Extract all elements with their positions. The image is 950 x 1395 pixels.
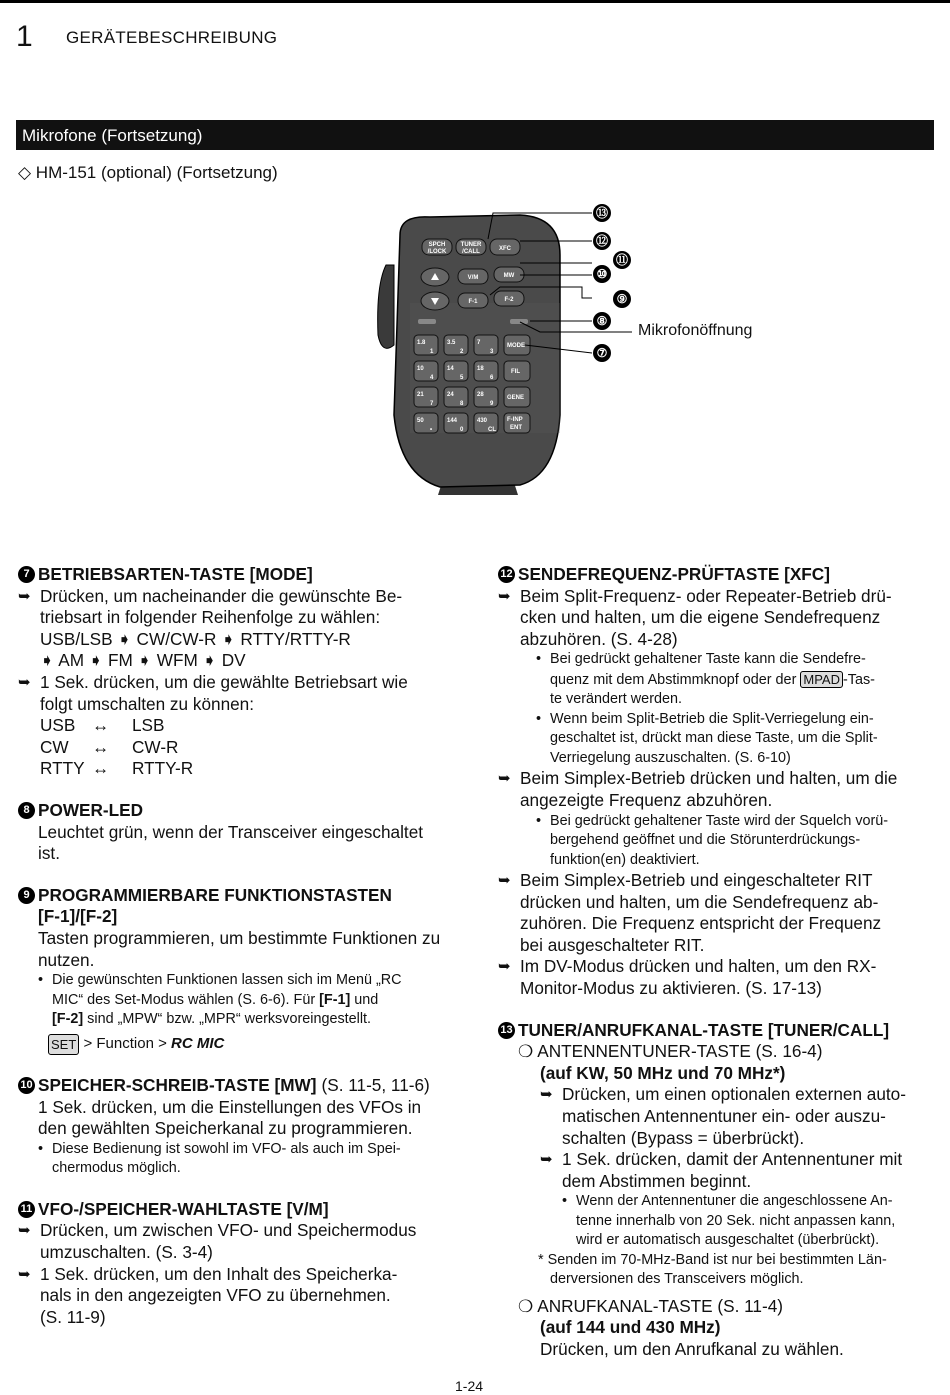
- svg-text:CL: CL: [488, 427, 496, 433]
- svg-text:SPCH: SPCH: [428, 242, 446, 248]
- right-column: 12 SENDEFREQUENZ-PRÜFTASTE [XFC] ➥ Beim Split-Frequenz- oder Repeater-Betrieb drü- cken und halten, um die eigene Sendefrequenz abzuhören. (S. 4-28) • Bei gedrückt gehaltener Taste kann die Sendefre- quenz mit dem Abstimmknopf oder der MPAD -Tas- te verändert werden. • Wenn beim Split-Betrieb die Split-Verriegelung ein- geschaltet ist, drückt man diese Taste, um die Split- Verriegelung auszuschalten. (S. 6-10) ➥ Beim Simplex-Betrieb drücken und halten, um die angezeigte Frequenz abzuhören. • Bei gedrückt gehaltener Taste wird der Squelch vorü- bergehend geöffnet und die Störunterdrückungs- funktion(en) deaktiviert. ➥ Beim Simplex-Betrieb und eingeschalteter RIT drücken und halten, um die Sendefrequenz ab- zuhören. Die Frequenz entspricht der Frequenz bei ausgeschalteter RIT. ➥ Im DV-Modus drücken und halten, um den RX- Monitor-Modus zu aktivieren. (S. 17-13) 13 TUNER/ANRUFKANAL-TASTE [TUNER/CALL] ❍ ANTENNENTUNER-TASTE (S. 16-4) (auf KW, 50 MHz und 70 MHz*) ➥ Drücken, um einen optionalen externen auto- matischen Antennentuner ein- oder auszu- schalten (Bypass = überbrückt). ➥ 1 Sek. drücken, damit der Antennentuner mit dem Abstimmen beginnt. • Wenn der Antennentuner die angeschlossene An- tenne innerhalb von 20 Sek. nicht anpassen kann, wird er automatisch ausgeschaltet (überbrückt). * Senden im 70-MHz-Band ist nur bei bestimmten Län- derversionen des Transceivers möglich. ❍ ANRUFKANAL-TASTE (S. 11-4) (auf 144 und 430 MHz) Drücken, um den Anrufkanal zu wählen.: [498, 564, 906, 1360]
- chapter-number: 1: [16, 20, 33, 53]
- svg-text:9: 9: [490, 401, 494, 407]
- subheading: ◇ HM-151 (optional) (Fortsetzung): [18, 163, 278, 182]
- svg-text:0: 0: [460, 427, 464, 433]
- item-title: PROGRAMMIERBARE FUNKTIONSTASTEN: [38, 884, 392, 905]
- svg-text:F-1: F-1: [468, 299, 478, 305]
- svg-text:18: 18: [477, 366, 484, 372]
- item-title: TUNER/ANRUFKANAL-TASTE [TUNER/CALL]: [518, 1019, 890, 1040]
- svg-text:50: 50: [417, 418, 424, 424]
- section-title: Mikrofone (Fortsetzung): [22, 126, 203, 145]
- callout-10: ⑩: [593, 265, 611, 283]
- callout-8: ⑧: [593, 312, 611, 330]
- svg-text:2: 2: [460, 349, 464, 355]
- item-number: 11: [18, 1201, 35, 1218]
- item-number: 13: [498, 1022, 515, 1039]
- chapter-title: GERÄTEBESCHREIBUNG: [66, 28, 278, 47]
- svg-text:F-INP: F-INP: [507, 417, 523, 423]
- callout-13: ⑬: [593, 204, 611, 222]
- callout-7: ⑦: [593, 344, 611, 362]
- svg-text:/LOCK: /LOCK: [427, 249, 447, 255]
- svg-text:24: 24: [447, 392, 454, 398]
- svg-text:28: 28: [477, 392, 484, 398]
- svg-text:TUNER: TUNER: [460, 242, 482, 248]
- text: 1 Sek. drücken, um die gewählte Betriebsart wie: [40, 671, 408, 692]
- svg-text:ENT: ENT: [510, 425, 522, 431]
- svg-text:21: 21: [417, 392, 424, 398]
- microphone-figure: [360, 195, 800, 515]
- svg-text:GENE: GENE: [507, 395, 525, 401]
- svg-text:5: 5: [460, 375, 464, 381]
- svg-text:•: •: [430, 427, 433, 433]
- callout-9: ⑨: [613, 290, 631, 308]
- item-title: SENDEFREQUENZ-PRÜFTASTE [XFC]: [518, 564, 830, 584]
- mpad-key: MPAD: [800, 671, 843, 688]
- text: triebsart in folgender Reihenfolge zu wählen:: [40, 607, 381, 628]
- svg-text:3: 3: [490, 349, 494, 355]
- svg-text:6: 6: [490, 375, 494, 381]
- item-title: BETRIEBSARTEN-TASTE [MODE]: [38, 564, 313, 584]
- mic-opening-label: Mikrofonöffnung: [638, 322, 753, 339]
- svg-text:V/M: V/M: [467, 275, 479, 281]
- svg-text:XFC: XFC: [499, 246, 511, 252]
- item-number: 10: [18, 1077, 35, 1094]
- svg-text:F-2: F-2: [504, 297, 514, 303]
- item-title: POWER-LED: [38, 799, 144, 820]
- svg-text:MODE: MODE: [507, 343, 525, 349]
- page-number: 1-24: [455, 1378, 484, 1394]
- header-rule: [0, 0, 950, 3]
- item-number: 9: [18, 887, 35, 904]
- callout-11: ⑪: [613, 251, 631, 269]
- item-number: 7: [18, 566, 35, 583]
- item-number: 12: [498, 566, 515, 583]
- svg-text:7: 7: [430, 401, 434, 407]
- svg-text:FIL: FIL: [511, 369, 520, 375]
- svg-text:MW: MW: [503, 273, 515, 279]
- svg-text:10: 10: [417, 366, 424, 372]
- svg-text:/CALL: /CALL: [462, 249, 480, 255]
- svg-text:14: 14: [447, 366, 454, 372]
- left-column: 7 BETRIEBSARTEN-TASTE [MODE] ➥ Drücken, um nacheinander die gewünschte Be- triebsart in folgender Reihenfolge zu wählen: USB/LSB ➧ CW/CW-R ➧ RTTY/RTTY-R ➧ AM ➧ FM ➧ WFM ➧ DV ➥ 1 Sek. drücken, um die gewählte Betriebsart wie folgt umschalten zu können: USB ↔ LSB CW ↔ CW-R RTTY ↔ RTTY-R 8 POWER-LED Leuchtet grün, wenn der Transceiver eingeschaltet ist. 9 PROGRAMMIERBARE FUNKTIONSTASTEN [F-1]/[F-2] Tasten programmieren, um bestimmte Funktionen zu nutzen. • Die gewünschten Funktionen lassen sich im Menü „RC MIC“ des Set-Modus wählen (S. 6-6). Für [F-1] und [F-2] sind „MPW“ bzw. „MPR“ werksvoreingestellt. SET > Function > RC MIC 10 SPEICHER-SCHREIB-TASTE [MW] (S. 11-5, 11-6) 1 Sek. drücken, um die Einstellungen des VFOs in den gewählten Speicherkanal zu programmieren. • Diese Bedienung ist sowohl im VFO- als auch im Spei- chermodus möglich. 11 VFO-/SPEICHER-WAHLTASTE [V/M] ➥ Drücken, um zwischen VFO- und Speichermodus umzuschalten. (S. 3-4) ➥ 1 Sek. drücken, um den Inhalt des Speicherka- nals in den angezeigten VFO zu übernehmen. (S. 11-9): [18, 564, 441, 1327]
- item-title: VFO-/SPEICHER-WAHLTASTE [V/M]: [38, 1198, 329, 1219]
- item-title: SPEICHER-SCHREIB-TASTE [MW]: [38, 1075, 317, 1096]
- callout-12: ⑫: [593, 232, 611, 250]
- set-key: SET: [48, 1034, 79, 1056]
- svg-text:8: 8: [460, 401, 464, 407]
- text: Drücken, um nacheinander die gewünschte Be-: [40, 585, 403, 606]
- svg-text:4: 4: [430, 375, 434, 381]
- svg-text:430: 430: [477, 418, 488, 424]
- svg-text:3.5: 3.5: [447, 340, 456, 346]
- text: ➧ AM ➧ FM ➧ WFM ➧ DV: [40, 650, 246, 671]
- svg-text:144: 144: [447, 418, 458, 424]
- mode-table: USB ↔ LSB CW ↔ CW-R RTTY ↔ RTTY-R: [40, 715, 194, 779]
- text: folgt umschalten zu können:: [40, 693, 255, 714]
- svg-text:1: 1: [430, 349, 434, 355]
- section-bar: [16, 120, 934, 150]
- svg-text:1.8: 1.8: [417, 340, 426, 346]
- mic-side-button: [378, 265, 394, 348]
- svg-text:7: 7: [477, 340, 481, 346]
- item-number: 8: [18, 802, 35, 819]
- text: USB/LSB ➧ CW/CW-R ➧ RTTY/RTTY-R: [40, 628, 351, 649]
